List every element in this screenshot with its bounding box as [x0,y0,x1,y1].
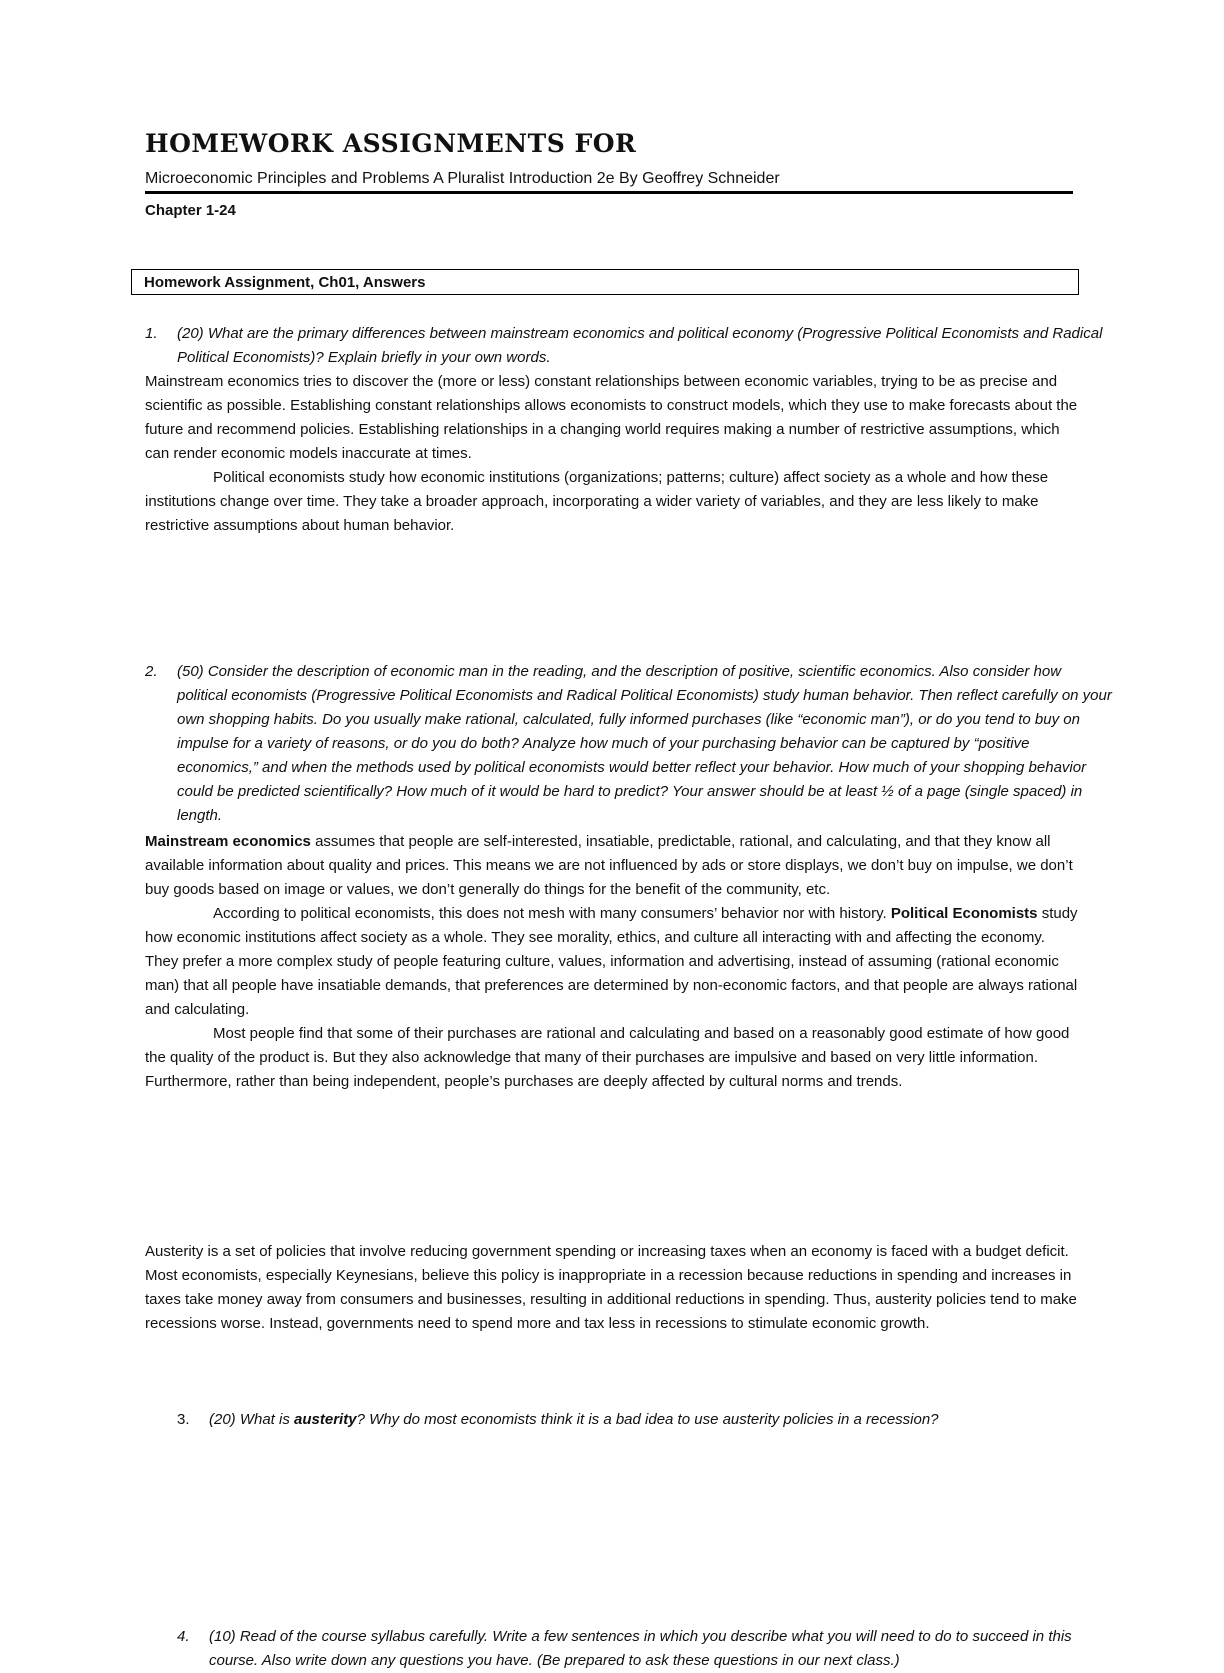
question-text: (50) Consider the description of economic man in the reading, and the description of positive, scientific economics. Also consider how political economists (Progressive Political Economists and Radical Political Economists) study human behavior. Then reflect carefully on your own shopping habits. Do you usually make rational, calculated, fully informed purchases (like “economic man”), or do you tend to buy on impulse for a variety of reasons, or do you do both? Analyze how much of your purchasing behavior can be captured by “positive economics,” and when the methods used by political economists would better reflect your behavior. How much of your shopping behavior could be predicted scientifically? How much of it would be hard to predict? Your answer should be at least ½ of a page (single spaced) in length. [177,663,1112,824]
question-1 [145,322,1112,370]
answer-paragraph: Mainstream economics tries to discover the (more or less) constant relationships between economic variables, trying to be as precise and scientific as possible. Establishing constant relationships allows economists to construct models, which they use to make forecasts about the future and recommend policies. Establishing relationships in a changing world requires making a number of restrictive assumptions, which can render economic models inaccurate at times. [145,373,1078,462]
document-subtitle: Microeconomic Principles and Problems A Pluralist Introduction 2e By Geoffrey Schneider [145,170,780,187]
answer-3 [145,1240,1080,1336]
answer-text: study how economic institutions affect society as a whole. They see morality, ethics, and culture all interacting with and affecting the economy. They prefer a more complex study of people featuring culture, values, information and advertising, instead of assuming (rational economic man) that all people have insatiable demands, that preferences are determined by non-economic factors, and that people are always rational and calculating. [145,905,1078,1018]
question-number: 4. [177,1628,190,1645]
bold-term: Political Economists [890,905,1038,922]
question-2 [145,660,1112,828]
question-number: 2. [145,663,158,680]
chapter-label: Chapter 1-24 [145,202,236,219]
question-number: 1. [145,325,158,342]
answer-paragraph: Austerity is a set of policies that involve reducing government spending or increasing taxes when an economy is faced with a budget deficit. Most economists, especially Keynesians, believe this policy is inappropriate in a recession because reductions in spending and increases in taxes take money away from consumers and businesses, resulting in additional reductions in spending. Thus, austerity policies tend to make recessions worse. Instead, governments need to spend more and tax less in recessions to stimulate economic growth. [145,1243,1077,1332]
question-text: (20) What is [209,1411,295,1428]
question-3 [177,1408,1109,1432]
answer-text: assumes that people are self-interested, insatiable, predictable, rational, and calculating, and that they know all available information about quality and prices. This means we are not influenced by ads or store displays, we don’t buy on impulse, we don’t buy goods based on image or values, we don’t generally do things for the benefit of the community, etc. [145,833,1073,898]
question-4 [177,1625,1109,1673]
answer-paragraph: Political economists study how economic institutions (organizations; patterns; culture) affect society as a whole and how these institutions change over time. They take a broader approach, incorporating a wider variety of variables, and they are less likely to make restrictive assumptions about human behavior. [145,469,1049,534]
question-text: (10) Read of the course syllabus carefully. Write a few sentences in which you describe what you will need to do to succeed in this course. Also write down any questions you have. (Be prepared to ask these questions in our next class.) [209,1628,1072,1669]
answer-1 [145,370,1080,538]
document-title: HOMEWORK ASSIGNMENTS FOR [145,129,637,158]
question-text: ? Why do most economists think it is a bad idea to use austerity policies in a recession? [356,1411,939,1428]
header-rule [145,191,1073,194]
answer-paragraph: Most people find that some of their purchases are rational and calculating and based on a reasonably good estimate of how good the quality of the product is. But they also acknowledge that many of their purchases are impulsive and based on very little information. Furthermore, rather than being independent, people’s purchases are deeply affected by cultural norms and trends. [145,1025,1070,1090]
question-number: 3. [177,1411,190,1428]
answer-paragraph [145,830,1080,902]
section-title-box: Homework Assignment, Ch01, Answers [131,269,1079,295]
question-text: (20) What are the primary differences between mainstream economics and political economy (Progressive Political Economists and Radical Political Economists)? Explain briefly in your own words. [177,325,1103,366]
bold-term: Mainstream economics [145,833,311,850]
answer-text: According to political economists, this does not mesh with many consumers’ behavior nor with history. [213,905,891,922]
answer-2 [145,830,1080,1094]
bold-term: austerity [294,1411,357,1428]
answer-paragraph [145,902,1080,1022]
